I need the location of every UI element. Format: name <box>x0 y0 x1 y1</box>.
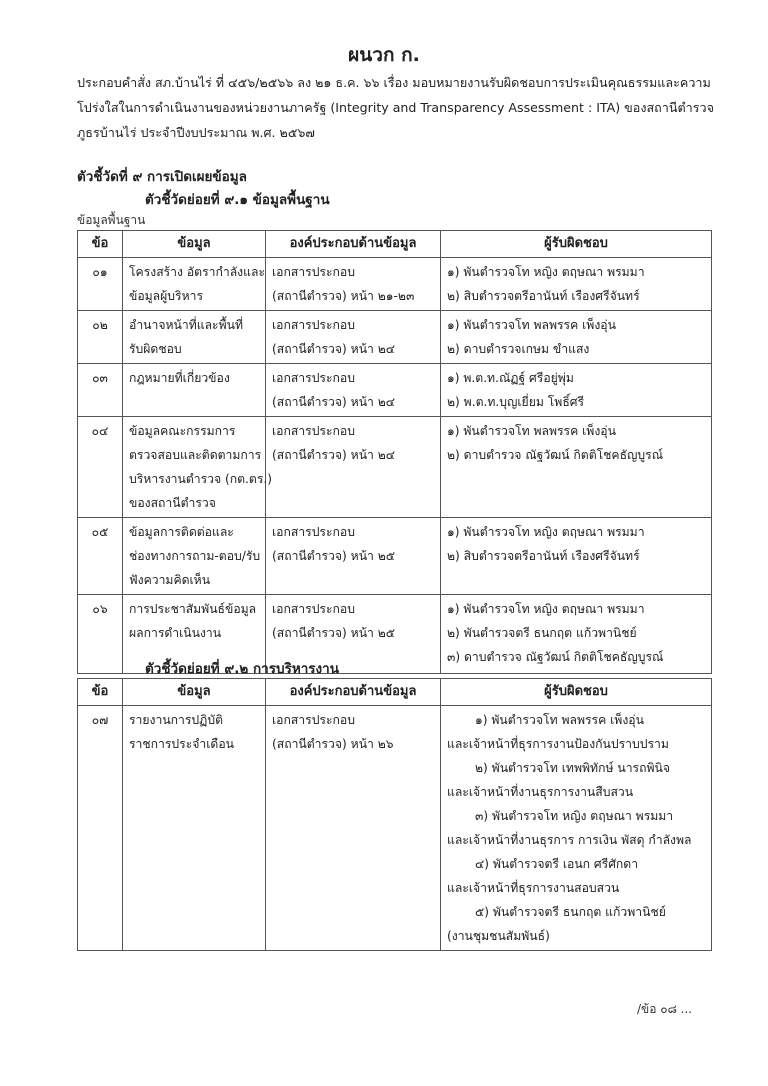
responsible-role: และเจ้าหน้าที่งานธุรการ การเงิน พัสดุ กำลังพล <box>447 833 692 847</box>
header-no: ข้อ <box>78 679 123 706</box>
cell-line: ราชการประจำเดือน <box>129 737 234 751</box>
cell-line: (สถานีตำรวจ) หน้า ๒๔ <box>272 448 396 462</box>
responsible-name: ๓) พันตำรวจโท หญิง ตฤษณา พรมมา <box>475 809 674 823</box>
cell-line: ๒) สิบตำรวจตรีอานันท์ เรืองศรีจันทร์ <box>447 549 640 563</box>
cell-component <box>266 258 441 311</box>
header-component: องค์ประกอบด้านข้อมูล <box>266 679 441 706</box>
table-caption: ข้อมูลพื้นฐาน <box>77 213 146 227</box>
basic-info-table <box>77 230 712 674</box>
header-info: ข้อมูล <box>123 231 266 258</box>
management-table <box>77 678 712 951</box>
cell-line: ๑) พันตำรวจโท หญิง ตฤษณา พรมมา <box>447 602 645 616</box>
responsible-role: (งานชุมชนสัมพันธ์) <box>447 929 550 943</box>
cell-info <box>123 311 266 364</box>
cell-info <box>123 417 273 518</box>
cell-line: (สถานีตำรวจ) หน้า ๒๔ <box>272 395 396 409</box>
cell-responsible <box>441 311 712 364</box>
cell-line: ๑) พันตำรวจโท หญิง ตฤษณา พรมมา <box>447 265 645 279</box>
cell-line: ๑) พันตำรวจโท พลพรรค เพ็งอุ่น <box>447 424 616 438</box>
sub-indicator-heading-2: ตัวชี้วัดย่อยที่ ๙.๒ การบริหารงาน <box>145 661 339 677</box>
cell-line: รายงานการปฏิบัติ <box>129 713 223 727</box>
indicator-heading: ตัวชี้วัดที่ ๙ การเปิดเผยข้อมูล <box>77 169 247 185</box>
cell-no: ๐๗ <box>78 706 123 951</box>
cell-line: ๑) พันตำรวจโท หญิง ตฤษณา พรมมา <box>447 525 645 539</box>
cell-line: เอกสารประกอบ <box>272 318 355 332</box>
header-component: องค์ประกอบด้านข้อมูล <box>266 231 441 258</box>
cell-no: ๐๓ <box>78 364 123 417</box>
sub-indicator-heading-1: ตัวชี้วัดย่อยที่ ๙.๑ ข้อมูลพื้นฐาน <box>145 192 330 208</box>
cell-line: ๒) ดาบตำรวจ ณัฐวัฒน์ กิตติโชคธัญบูรณ์ <box>447 448 664 462</box>
cell-info <box>123 518 266 595</box>
cell-no: ๐๑ <box>78 258 123 311</box>
cell-responsible <box>441 417 712 518</box>
cell-responsible <box>441 595 712 674</box>
table-row <box>78 364 712 417</box>
cell-line: โครงสร้าง อัตรากำลังและ <box>129 265 265 279</box>
cell-line: เอกสารประกอบ <box>272 713 355 727</box>
cell-responsible <box>441 706 712 951</box>
table-row <box>78 311 712 364</box>
header-responsible: ผู้รับผิดชอบ <box>441 679 712 706</box>
table-row <box>78 518 712 595</box>
cell-line: ข้อมูลผู้บริหาร <box>129 289 203 303</box>
cell-line: ช่องทางการถาม-ตอบ/รับ <box>129 549 261 563</box>
responsible-name: ๔) พันตำรวจตรี เอนก ศรีศักดา <box>475 857 639 871</box>
page-title: ผนวก ก. <box>348 44 420 66</box>
header-responsible: ผู้รับผิดชอบ <box>441 231 712 258</box>
cell-component <box>266 706 441 951</box>
cell-line: (สถานีตำรวจ) หน้า ๒๕ <box>272 549 396 563</box>
cell-component <box>266 518 441 595</box>
cell-no: ๐๕ <box>78 518 123 595</box>
responsible-name: ๕) พันตำรวจตรี ธนกฤต แก้วพานิชย์ <box>475 905 666 919</box>
cell-line: กฎหมายที่เกี่ยวข้อง <box>129 371 230 385</box>
cell-line: (สถานีตำรวจ) หน้า ๒๕ <box>272 626 396 640</box>
cell-line: เอกสารประกอบ <box>272 265 355 279</box>
cell-line: ๑) พันตำรวจโท พลพรรค เพ็งอุ่น <box>447 318 616 332</box>
cell-no: ๐๔ <box>78 417 123 518</box>
cell-line: ของสถานีตำรวจ <box>129 496 216 510</box>
cell-line: เอกสารประกอบ <box>272 371 355 385</box>
cell-line: (สถานีตำรวจ) หน้า ๒๑-๒๓ <box>272 289 415 303</box>
cell-responsible <box>441 258 712 311</box>
cell-line: ๑) พ.ต.ท.ณัฏฐ์ ศรีอยู่พุ่ม <box>447 371 574 385</box>
cell-component <box>266 364 441 417</box>
cell-info <box>123 258 266 311</box>
cell-line: ตรวจสอบและติดตามการ <box>129 448 262 462</box>
cell-info <box>123 706 266 951</box>
responsible-name: ๒) พันตำรวจโท เทพพิทักษ์ นารถพินิจ <box>475 761 670 775</box>
responsible-name: ๑) พันตำรวจโท พลพรรค เพ็งอุ่น <box>475 713 644 727</box>
header-info: ข้อมูล <box>123 679 266 706</box>
cell-line: ๒) พันตำรวจตรี ธนกฤต แก้วพานิชย์ <box>447 626 637 640</box>
table-row <box>78 258 712 311</box>
cell-responsible <box>441 518 712 595</box>
table-row <box>78 706 712 951</box>
cell-info <box>123 364 266 417</box>
cell-line: บริหารงานตำรวจ (กต.ตร.) <box>129 472 273 486</box>
cell-line: ๒) สิบตำรวจตรีอานันท์ เรืองศรีจันทร์ <box>447 289 640 303</box>
responsible-role: และเจ้าหน้าที่ธุรการงานป้องกันปราบปราม <box>447 737 669 751</box>
cell-responsible <box>441 364 712 417</box>
responsible-role: และเจ้าหน้าที่ธุรการงานสอบสวน <box>447 881 620 895</box>
cell-line: ๓) ดาบตำรวจ ณัฐวัฒน์ กิตติโชคธัญบูรณ์ <box>447 650 664 664</box>
header-no: ข้อ <box>78 231 123 258</box>
cell-line: ๒) พ.ต.ท.บุญเยี่ยม โพธิ์ศรี <box>447 395 585 409</box>
table-row <box>78 417 712 518</box>
cell-line: การประชาสัมพันธ์ข้อมูล <box>129 602 257 616</box>
cell-component <box>266 311 441 364</box>
continuation-note: /ข้อ ๐๘ ... <box>637 1002 693 1016</box>
cell-line: รับผิดชอบ <box>129 342 182 356</box>
cell-line: ข้อมูลคณะกรรมการ <box>129 424 236 438</box>
responsible-role: และเจ้าหน้าที่งานธุรการงานสืบสวน <box>447 785 634 799</box>
cell-line: ๒) ดาบตำรวจเกษม ขำแสง <box>447 342 590 356</box>
cell-line: เอกสารประกอบ <box>272 602 355 616</box>
cell-line: (สถานีตำรวจ) หน้า ๒๖ <box>272 737 394 751</box>
cell-line: (สถานีตำรวจ) หน้า ๒๔ <box>272 342 396 356</box>
cell-no: ๐๒ <box>78 311 123 364</box>
cell-line: อำนาจหน้าที่และพื้นที่ <box>129 318 243 332</box>
cell-no: ๐๖ <box>78 595 123 674</box>
cell-component <box>266 417 441 518</box>
cell-line: ผลการดำเนินงาน <box>129 626 222 640</box>
cell-line: ข้อมูลการติดต่อและ <box>129 525 234 539</box>
cell-line: เอกสารประกอบ <box>272 424 355 438</box>
cell-line: เอกสารประกอบ <box>272 525 355 539</box>
table-header-row <box>78 231 712 258</box>
cell-line: ฟังความคิดเห็น <box>129 573 211 587</box>
intro-paragraph: ประกอบคำสั่ง สภ.บ้านไร่ ที่ ๔๕๖/๒๕๖๖ ลง ๒๑ ธ.ค. ๖๖ เรื่อง มอบหมายงานรับผิดชอบการประเมินคุณธรรมและความโปร่งใสในการดำเนินงานของหน่วยงานภาครัฐ (Integrity and Transparency Assessment : ITA) ของสถานีตำรวจภูธรบ้านไร่ ประจำปีงบประมาณ พ.ศ. ๒๕๖๗ <box>77 75 714 140</box>
table-header-row <box>78 679 712 706</box>
